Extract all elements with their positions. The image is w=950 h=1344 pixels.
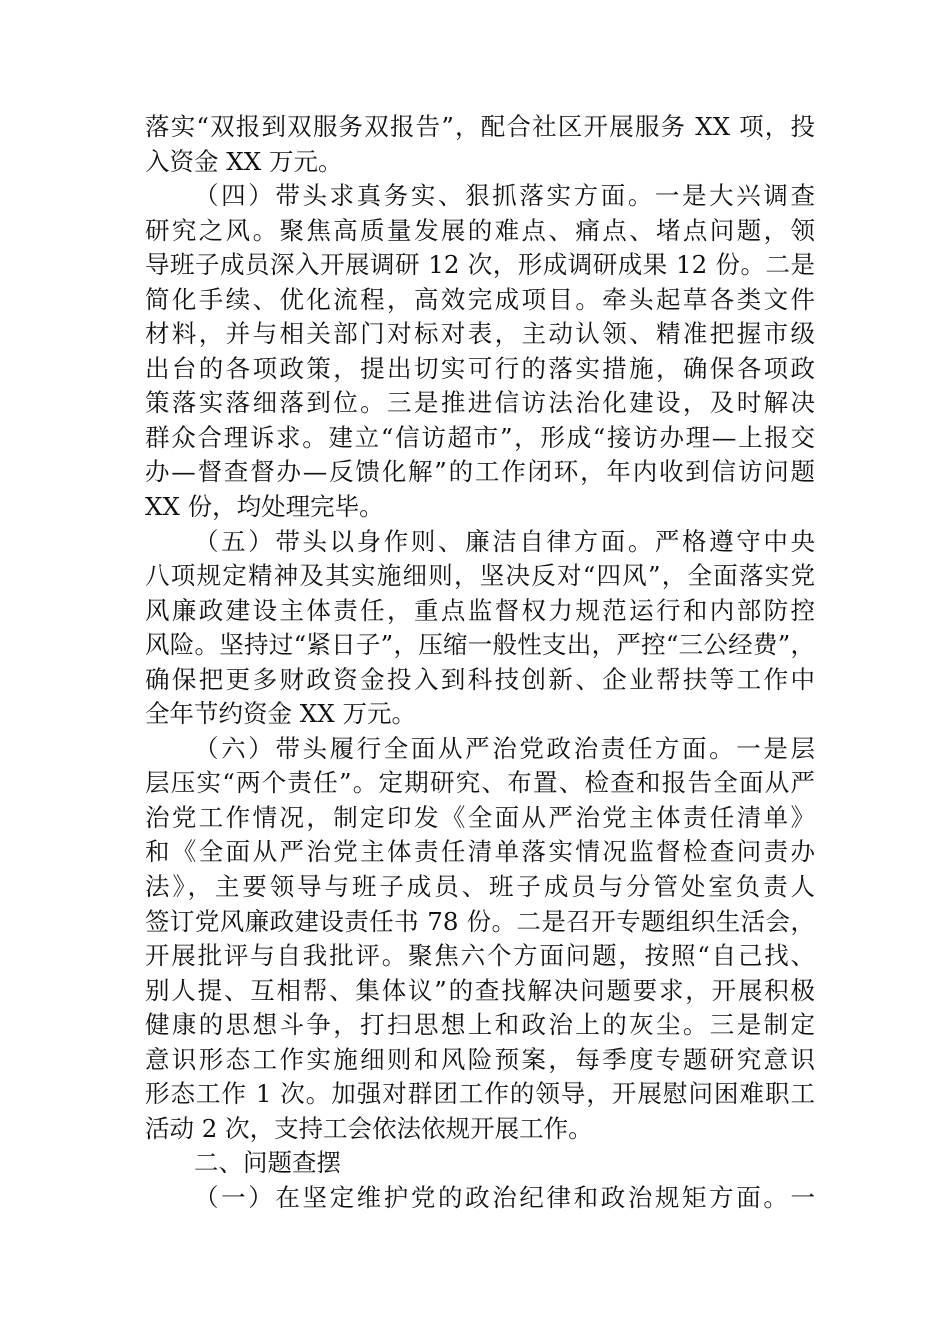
text-line: 意识形态工作实施细则和风险预案，每季度专题研究意识 [145,1044,815,1074]
text-line: 开展批评与自我批评。聚焦六个方面问题，按照“自己找、 [145,941,815,971]
text-line: 别人提、互相帮、集体议”的查找解决问题要求，开展积极 [145,975,815,1005]
text-line: 形态工作 1 次。加强对群团工作的领导，开展慰问困难职工 [145,1079,815,1109]
text-line: 导班子成员深入开展调研 12 次，形成调研成果 12 份。二是 [145,250,815,280]
text-line: 出台的各项政策，提出切实可行的落实措施，确保各项政 [145,353,815,383]
text-line: 研究之风。聚焦高质量发展的难点、痛点、堵点问题，领 [145,215,815,245]
text-line: 法》，主要领导与班子成员、班子成员与分管处室负责人 [145,872,815,902]
text-line: 风险。坚持过“紧日子”，压缩一般性支出，严控“三公经费”， [145,630,815,660]
body-text [145,110,815,1216]
text-line: 简化手续、优化流程，高效完成项目。牵头起草各类文件 [145,284,815,314]
text-line: 全年节约资金 XX 万元。 [145,699,416,729]
subsection-one-start: （一）在坚定维护党的政治纪律和政治规矩方面。一 [194,1182,815,1212]
text-line: 和《全面从严治党主体责任清单落实情况监督检查问责办 [145,837,815,867]
text-line: 层压实“两个责任”。定期研究、布置、检查和报告全面从严 [145,768,815,798]
section-six-start: （六）带头履行全面从严治党政治责任方面。一是层 [194,733,815,763]
text-line: 风廉政建设主体责任，重点监督权力规范运行和内部防控 [145,595,815,625]
section-four-start: （四）带头求真务实、狠抓落实方面。一是大兴调查 [194,181,815,211]
text-line: 落实“双报到双服务双报告”，配合社区开展服务 XX 项，投 [145,112,815,141]
text-line: 治党工作情况，制定印发《全面从严治党主体责任清单》 [145,802,815,832]
text-line: 材料，并与相关部门对标对表，主动认领、精准把握市级 [145,319,815,349]
text-line: 办—督查督办—反馈化解”的工作闭环，年内收到信访问题 [145,457,815,487]
section-heading-problems: 二、问题查摆 [194,1148,341,1178]
text-line: 入资金 XX 万元。 [145,146,343,176]
text-line: 活动 2 次，支持工会依法依规开展工作。 [145,1113,593,1143]
text-line: 八项规定精神及其实施细则，坚决反对“四风”，全面落实党 [145,561,815,591]
text-line: 健康的思想斗争，打扫思想上和政治上的灰尘。三是制定 [145,1010,815,1040]
text-line: 策落实落细落到位。三是推进信访法治化建设，及时解决 [145,388,815,418]
text-line: 群众合理诉求。建立“信访超市”，形成“接访办理—上报交 [145,422,815,452]
text-line: 确保把更多财政资金投入到科技创新、企业帮扶等工作中 [145,664,815,694]
text-line: XX 份，均处理完毕。 [145,492,384,522]
text-line: 签订党风廉政建设责任书 78 份。二是召开专题组织生活会， [145,906,815,936]
section-five-start: （五）带头以身作则、廉洁自律方面。严格遵守中央 [194,526,815,556]
